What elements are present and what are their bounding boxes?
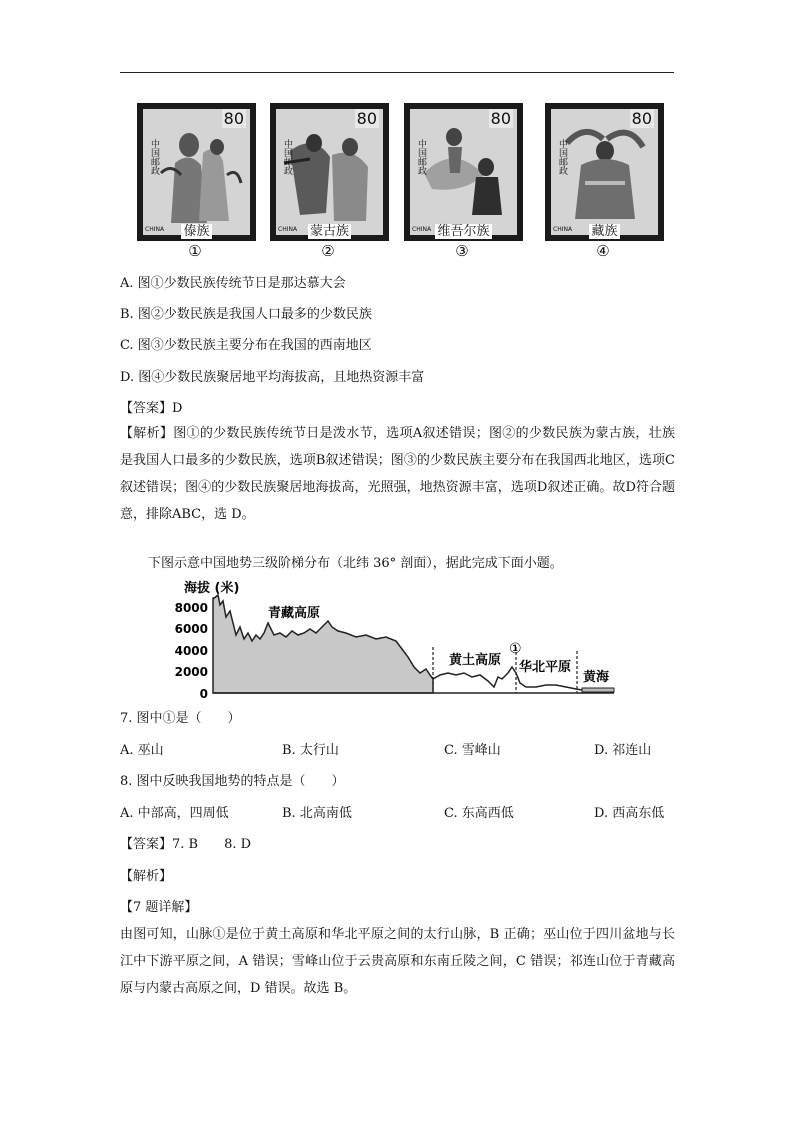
stamp-country: 中国邮政 bbox=[282, 139, 292, 175]
stamp-number: ① bbox=[188, 242, 202, 260]
q7-option-a: A. 巫山 bbox=[120, 743, 164, 758]
qinghai-tibet-plateau-fill bbox=[213, 595, 433, 693]
stamp-ethnic-name: 蒙古族 bbox=[309, 224, 349, 239]
q7-option-c: C. 雪峰山 bbox=[444, 743, 501, 758]
label-yellow-sea: 黄海 bbox=[583, 670, 610, 685]
y-tick-8000: 8000 bbox=[174, 601, 208, 615]
question-intro: 下图示意中国地势三级阶梯分布（北纬 36° 剖面），据此完成下面小题。 bbox=[148, 556, 563, 571]
stamp-dai bbox=[137, 103, 256, 241]
stamp-caption bbox=[270, 220, 389, 239]
stamp-value: 80 bbox=[356, 109, 377, 128]
option-a: A. 图①少数民族传统节日是那达慕大会 bbox=[120, 276, 346, 291]
answer-label-2: 【答案】7. B 8. D bbox=[120, 837, 252, 852]
stamp-ethnic-name: 藏族 bbox=[591, 224, 618, 239]
stamp-ethnic-name: 傣族 bbox=[183, 224, 210, 239]
y-axis-label: 海拔 (米) bbox=[184, 581, 240, 596]
stamp-country-en: CHINA bbox=[145, 226, 165, 233]
detail-heading: 【7 题详解】 bbox=[120, 900, 198, 915]
y-tick-2000: 2000 bbox=[174, 665, 208, 679]
y-tick-4000: 4000 bbox=[174, 644, 208, 658]
header-rule bbox=[120, 72, 674, 73]
q8-option-a: A. 中部高，四周低 bbox=[120, 806, 229, 821]
stamp-value: 80 bbox=[223, 109, 244, 128]
stamp-caption bbox=[137, 220, 256, 239]
q7-option-b: B. 太行山 bbox=[282, 743, 339, 758]
stamp-country-en: CHINA bbox=[412, 226, 432, 233]
stamp-ethnic-name: 维吾尔族 bbox=[437, 224, 490, 239]
q7-option-d: D. 祁连山 bbox=[594, 743, 652, 758]
stamp-uyghur bbox=[404, 103, 523, 241]
stamp-country: 中国邮政 bbox=[416, 139, 426, 175]
q8-option-b: B. 北高南低 bbox=[282, 806, 352, 821]
stamp-caption bbox=[404, 220, 523, 239]
analysis-paragraph: 【解析】图①的少数民族传统节日是泼水节，选项A叙述错误；图②的少数民族为蒙古族，壮族是我国人口最多的少数民族，选项B叙述错误；图③的少数民族主要分布在我国西北地区，选项C叙述错误；图④的少数民族聚居地海拔高，光照强，地热资源丰富，选项D叙述正确。故D符合题意，排除ABC，选 D。 bbox=[120, 426, 675, 522]
stamp-number: ③ bbox=[455, 242, 469, 260]
analysis-heading: 【解析】 bbox=[120, 869, 173, 884]
q8-stem: 8. 图中反映我国地势的特点是（ ） bbox=[120, 774, 345, 789]
label-huabei: 华北平原 bbox=[519, 660, 572, 675]
stamp-number: ④ bbox=[596, 242, 610, 260]
y-tick-0: 0 bbox=[199, 687, 208, 701]
detail-paragraph: 由图可知，山脉①是位于黄土高原和华北平原之间的太行山脉，B 正确；巫山位于四川盆地与长江中下游平原之间，A 错误；雪峰山位于云贵高原和东南丘陵之间，C 错误；祁连山位于青藏高原与内蒙古高原之间，D 错误。故选 B。 bbox=[120, 927, 675, 996]
stamp-value: 80 bbox=[490, 109, 511, 128]
stamp-number: ② bbox=[321, 242, 335, 260]
sea-block bbox=[582, 688, 614, 692]
stamp-value: 80 bbox=[631, 109, 652, 128]
y-tick-6000: 6000 bbox=[174, 622, 208, 636]
q7-stem: 7. 图中①是（ ） bbox=[120, 711, 241, 726]
stamp-country-en: CHINA bbox=[278, 226, 298, 233]
terrain-profile bbox=[170, 575, 620, 705]
q8-option-c: C. 东高西低 bbox=[444, 806, 514, 821]
stamp-tibetan bbox=[545, 103, 664, 241]
stamp-caption bbox=[545, 220, 664, 239]
option-d: D. 图④少数民族聚居地平均海拔高，且地热资源丰富 bbox=[120, 370, 425, 385]
stamp-country: 中国邮政 bbox=[557, 139, 567, 175]
option-b: B. 图②少数民族是我国人口最多的少数民族 bbox=[120, 307, 372, 322]
answer-label: 【答案】D bbox=[120, 401, 183, 416]
loess-plateau-line bbox=[433, 667, 596, 691]
stamp-mongol bbox=[270, 103, 389, 241]
option-c: C. 图③少数民族主要分布在我国的西南地区 bbox=[120, 338, 372, 353]
stamp-country: 中国邮政 bbox=[149, 139, 159, 175]
q8-option-d: D. 西高东低 bbox=[594, 806, 665, 821]
stamp-country-en: CHINA bbox=[553, 226, 573, 233]
label-circle-1: ① bbox=[509, 641, 522, 657]
label-qinghai-tibet: 青藏高原 bbox=[268, 606, 321, 621]
label-loess: 黄土高原 bbox=[449, 653, 502, 668]
